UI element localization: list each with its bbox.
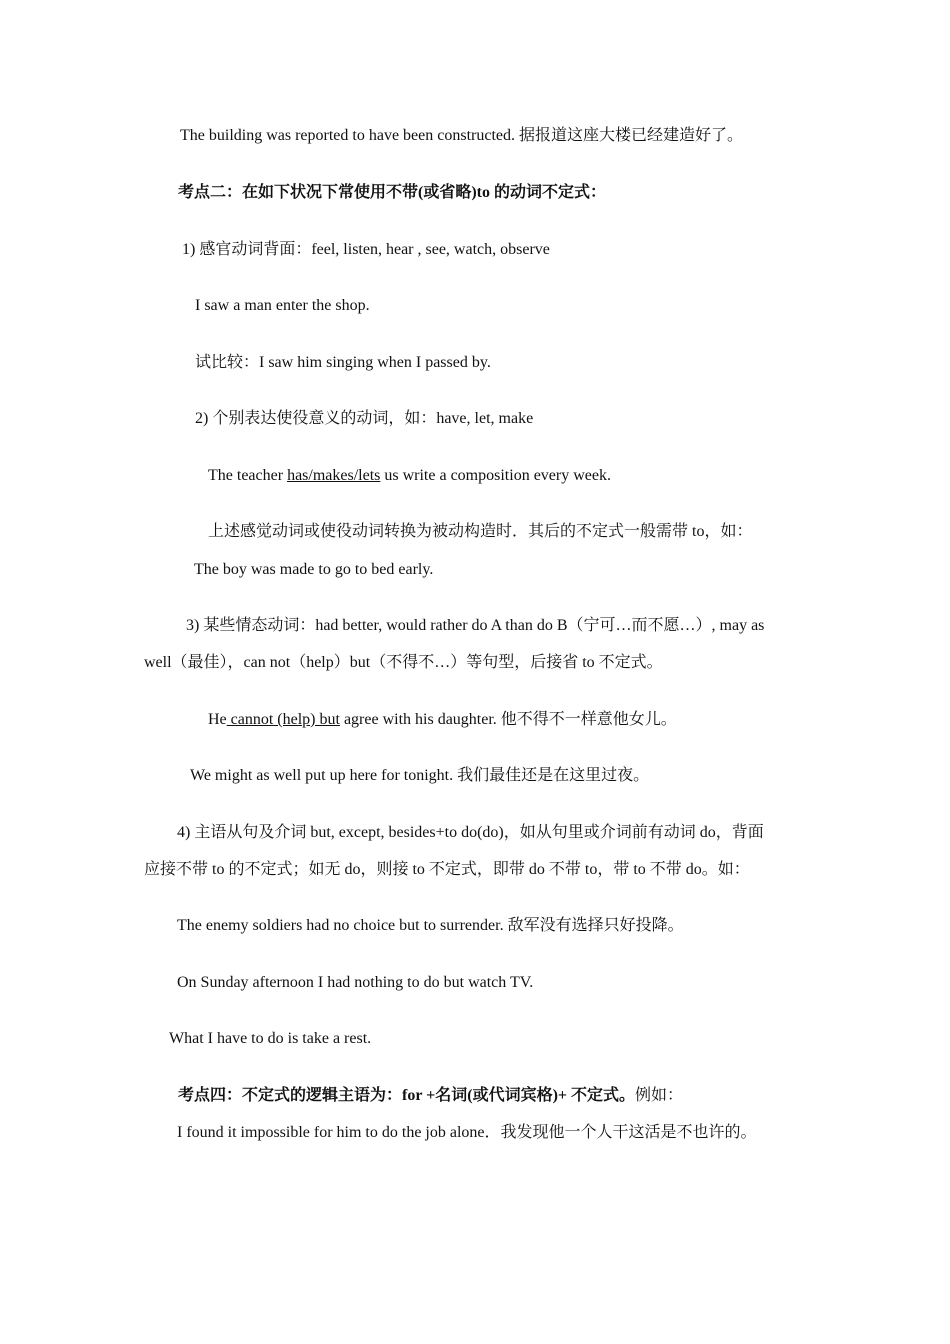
example-sentence: We might as well put up here for tonight. 我们最佳还是在这里过夜。 — [190, 767, 650, 784]
example-sentence: The building was reported to have been constructed. 据报道这座大楼已经建造好了。 — [180, 127, 744, 144]
example-sentence: The enemy soldiers had no choice but to surrender. 敌军没有选择只好投降。 — [177, 917, 684, 934]
example-sentence: I found it impossible for him to do the job alone．我发现他一个人干这活是不也许的。 — [177, 1124, 757, 1141]
heading-bold-text: 考点四：不定式的逻辑主语为：for +名词(或代词宾格)+ 不定式。 — [178, 1087, 636, 1104]
rule-item-continued: 应接不带 to 的不定式；如无 do，则接 to 不定式，即带 do 不带 to，带 to 不带 do。如： — [144, 861, 750, 878]
example-text: us write a composition every week. — [380, 467, 611, 484]
example-sentence: What I have to do is take a rest. — [169, 1030, 372, 1047]
example-text: agree with his daughter. 他不得不一样意他女儿。 — [339, 711, 677, 728]
example-sentence — [208, 466, 611, 486]
rule-item: 1) 感官动词背面：feel, listen, hear , see, watch, observe — [182, 241, 550, 258]
example-sentence — [208, 710, 677, 730]
example-sentence: The boy was made to go to bed early. — [194, 561, 434, 578]
section-heading — [178, 1086, 683, 1106]
note-text: 上述感觉动词或使役动词转换为被动构造时．其后的不定式一般需带 to，如： — [208, 523, 753, 540]
example-text: He — [208, 711, 227, 728]
underlined-phrase: cannot (help) but — [226, 711, 340, 728]
heading-plain-text: 例如： — [635, 1087, 684, 1104]
section-heading: 考点二：在如下状况下常使用不带(或省略)to 的动词不定式： — [178, 184, 606, 201]
rule-item: 2) 个别表达使役意义的动词，如：have, let, make — [195, 410, 534, 427]
example-text: The teacher — [208, 467, 288, 484]
example-sentence: I saw a man enter the shop. — [195, 297, 370, 314]
rule-item: 4) 主语从句及介词 but, except, besides+to do(do)，如从句里或介词前有动词 do，背面 — [177, 824, 764, 841]
underlined-phrase: has/makes/lets — [287, 467, 381, 484]
rule-item-continued: well（最佳），can not（help）but（不得不…）等句型，后接省 to 不定式。 — [144, 654, 663, 671]
example-sentence: On Sunday afternoon I had nothing to do but watch TV. — [177, 974, 534, 991]
example-sentence: 试比较：I saw him singing when I passed by. — [195, 354, 491, 371]
rule-item: 3) 某些情态动词：had better, would rather do A than do B（宁可…而不愿…）, may as — [186, 617, 765, 634]
